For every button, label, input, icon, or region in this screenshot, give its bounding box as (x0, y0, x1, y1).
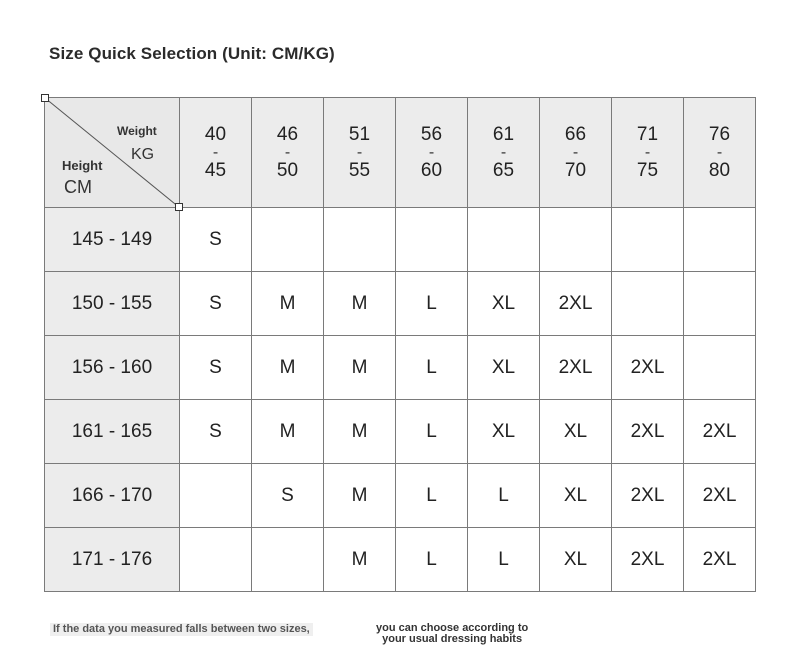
size-chart-table (44, 97, 756, 592)
footnote-left: If the data you measured falls between two sizes, (50, 623, 313, 636)
size-cell (180, 528, 252, 592)
size-cell (396, 208, 468, 272)
size-cell: 2XL (612, 528, 684, 592)
size-cell: XL (468, 400, 540, 464)
size-cell (684, 208, 756, 272)
height-range-label: 171 - 176 (45, 528, 180, 592)
weight-unit: KG (131, 146, 155, 163)
corner-cell (45, 98, 180, 208)
weight-column-header (612, 98, 684, 208)
table-row (45, 208, 756, 272)
range-separator: - (428, 143, 435, 161)
size-cell: L (396, 272, 468, 336)
weight-to: 60 (420, 159, 443, 181)
size-cell: M (324, 336, 396, 400)
size-cell: 2XL (612, 464, 684, 528)
weight-to: 75 (636, 159, 659, 181)
range-separator: - (716, 143, 723, 161)
range-separator: - (284, 143, 291, 161)
table-row (45, 464, 756, 528)
size-cell: M (252, 272, 324, 336)
weight-to: 70 (564, 159, 587, 181)
size-cell: M (324, 272, 396, 336)
range-separator: - (356, 143, 363, 161)
size-cell: S (180, 272, 252, 336)
size-cell: L (396, 400, 468, 464)
weight-column-header (540, 98, 612, 208)
weight-to: 65 (492, 159, 515, 181)
height-unit: CM (64, 177, 92, 197)
resize-handle-bottom-right[interactable] (175, 203, 183, 211)
weight-column-header (468, 98, 540, 208)
range-separator: - (500, 143, 507, 161)
weight-from: 56 (420, 123, 443, 145)
weight-from: 51 (348, 123, 371, 145)
size-cell (612, 272, 684, 336)
size-cell: 2XL (612, 336, 684, 400)
weight-column-header (252, 98, 324, 208)
size-cell (684, 336, 756, 400)
header-row (45, 98, 756, 208)
size-cell: XL (468, 272, 540, 336)
size-cell (252, 528, 324, 592)
size-cell (252, 208, 324, 272)
size-cell: S (180, 208, 252, 272)
range-separator: - (212, 143, 219, 161)
weight-label: Weight (117, 124, 157, 138)
size-cell (540, 208, 612, 272)
size-cell (324, 208, 396, 272)
size-cell: 2XL (684, 400, 756, 464)
weight-from: 61 (492, 123, 515, 145)
size-cell: S (180, 400, 252, 464)
size-cell: 2XL (684, 464, 756, 528)
table-row (45, 400, 756, 464)
height-range-label: 150 - 155 (45, 272, 180, 336)
height-range-label: 156 - 160 (45, 336, 180, 400)
size-cell (180, 464, 252, 528)
weight-column-header (684, 98, 756, 208)
size-cell: XL (540, 528, 612, 592)
size-cell: M (324, 400, 396, 464)
weight-to: 80 (708, 159, 731, 181)
size-cell: 2XL (684, 528, 756, 592)
size-cell: L (468, 464, 540, 528)
height-range-label: 166 - 170 (45, 464, 180, 528)
size-cell: XL (540, 400, 612, 464)
range-separator: - (644, 143, 651, 161)
footnote-right-line1: you can choose according to (376, 622, 529, 634)
weight-to: 55 (348, 159, 371, 181)
footnote-right-line2: your usual dressing habits (382, 633, 523, 645)
size-cell (612, 208, 684, 272)
weight-to: 45 (204, 159, 227, 181)
weight-to: 50 (276, 159, 299, 181)
weight-column-header (324, 98, 396, 208)
size-cell: 2XL (540, 272, 612, 336)
size-cell: L (396, 464, 468, 528)
range-separator: - (572, 143, 579, 161)
size-cell: S (252, 464, 324, 528)
size-cell: L (396, 528, 468, 592)
weight-from: 46 (276, 123, 299, 145)
footnote-right (376, 623, 528, 645)
size-cell: M (324, 464, 396, 528)
height-label: Height (62, 158, 103, 173)
page-title: Size Quick Selection (Unit: CM/KG) (49, 44, 335, 63)
table-row (45, 272, 756, 336)
height-range-label: 145 - 149 (45, 208, 180, 272)
weight-from: 40 (204, 123, 227, 145)
size-cell (468, 208, 540, 272)
size-cell: M (252, 336, 324, 400)
size-cell: 2XL (540, 336, 612, 400)
size-cell: 2XL (612, 400, 684, 464)
table-row (45, 336, 756, 400)
size-cell: XL (540, 464, 612, 528)
size-cell: L (396, 336, 468, 400)
size-cell: L (468, 528, 540, 592)
size-cell: XL (468, 336, 540, 400)
size-cell: S (180, 336, 252, 400)
height-range-label: 161 - 165 (45, 400, 180, 464)
weight-from: 66 (564, 123, 587, 145)
weight-from: 71 (636, 123, 659, 145)
size-cell (684, 272, 756, 336)
resize-handle-top-left[interactable] (41, 94, 49, 102)
weight-from: 76 (708, 123, 731, 145)
weight-column-header (396, 98, 468, 208)
table-row (45, 528, 756, 592)
size-cell: M (324, 528, 396, 592)
size-cell: M (252, 400, 324, 464)
weight-column-header (180, 98, 252, 208)
